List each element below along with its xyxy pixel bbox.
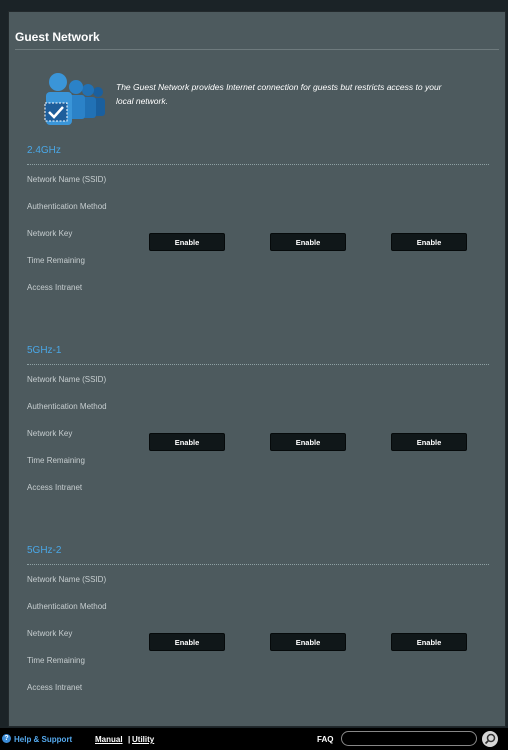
label-network-key: Network Key (27, 229, 73, 238)
band-title: 2.4GHz (27, 145, 61, 156)
label-authentication-method: Authentication Method (27, 202, 107, 211)
footer-bar (0, 728, 508, 750)
label-time-remaining: Time Remaining (27, 256, 85, 265)
enable-button-2[interactable]: Enable (270, 233, 346, 251)
label-authentication-method: Authentication Method (27, 602, 107, 611)
label-access-intranet: Access Intranet (27, 483, 83, 492)
utility-link[interactable]: Utility (132, 735, 155, 744)
intro-description: The Guest Network provides Internet connection for guests but restricts access to your local network. (116, 82, 442, 106)
label-access-intranet: Access Intranet (27, 683, 83, 692)
band-section-5ghz-1 (9, 345, 505, 545)
title-divider (15, 49, 499, 50)
link-separator: | (128, 735, 131, 744)
band-divider (27, 364, 489, 365)
label-time-remaining: Time Remaining (27, 656, 85, 665)
enable-button-2[interactable]: Enable (270, 433, 346, 451)
enable-button-2[interactable]: Enable (270, 633, 346, 651)
label-network-key: Network Key (27, 429, 73, 438)
faq-label: FAQ (317, 735, 334, 744)
band-title: 5GHz-1 (27, 345, 62, 356)
guest-network-panel (8, 11, 506, 727)
label-access-intranet: Access Intranet (27, 283, 83, 292)
label-network-name: Network Name (SSID) (27, 575, 107, 584)
enable-button-3[interactable]: Enable (391, 233, 467, 251)
enable-button-1[interactable]: Enable (149, 233, 225, 251)
band-divider (27, 564, 489, 565)
help-support-link[interactable]: Help & Support (14, 735, 73, 744)
faq-search-input[interactable] (341, 731, 477, 746)
label-network-name: Network Name (SSID) (27, 375, 107, 384)
search-icon (482, 731, 498, 747)
band-divider (27, 164, 489, 165)
enable-button-1[interactable]: Enable (149, 433, 225, 451)
label-network-key: Network Key (27, 629, 73, 638)
guest-users-icon (28, 70, 110, 132)
enable-button-3[interactable]: Enable (391, 633, 467, 651)
page-title: Guest Network (15, 30, 100, 44)
label-authentication-method: Authentication Method (27, 402, 107, 411)
manual-link[interactable]: Manual (95, 735, 123, 744)
search-button[interactable] (482, 731, 498, 747)
enable-button-1[interactable]: Enable (149, 633, 225, 651)
help-icon: ? (2, 734, 11, 743)
label-network-name: Network Name (SSID) (27, 175, 107, 184)
label-time-remaining: Time Remaining (27, 456, 85, 465)
band-section-2-4ghz (9, 145, 505, 345)
band-section-5ghz-2 (9, 545, 505, 745)
enable-button-3[interactable]: Enable (391, 433, 467, 451)
band-title: 5GHz-2 (27, 545, 62, 556)
